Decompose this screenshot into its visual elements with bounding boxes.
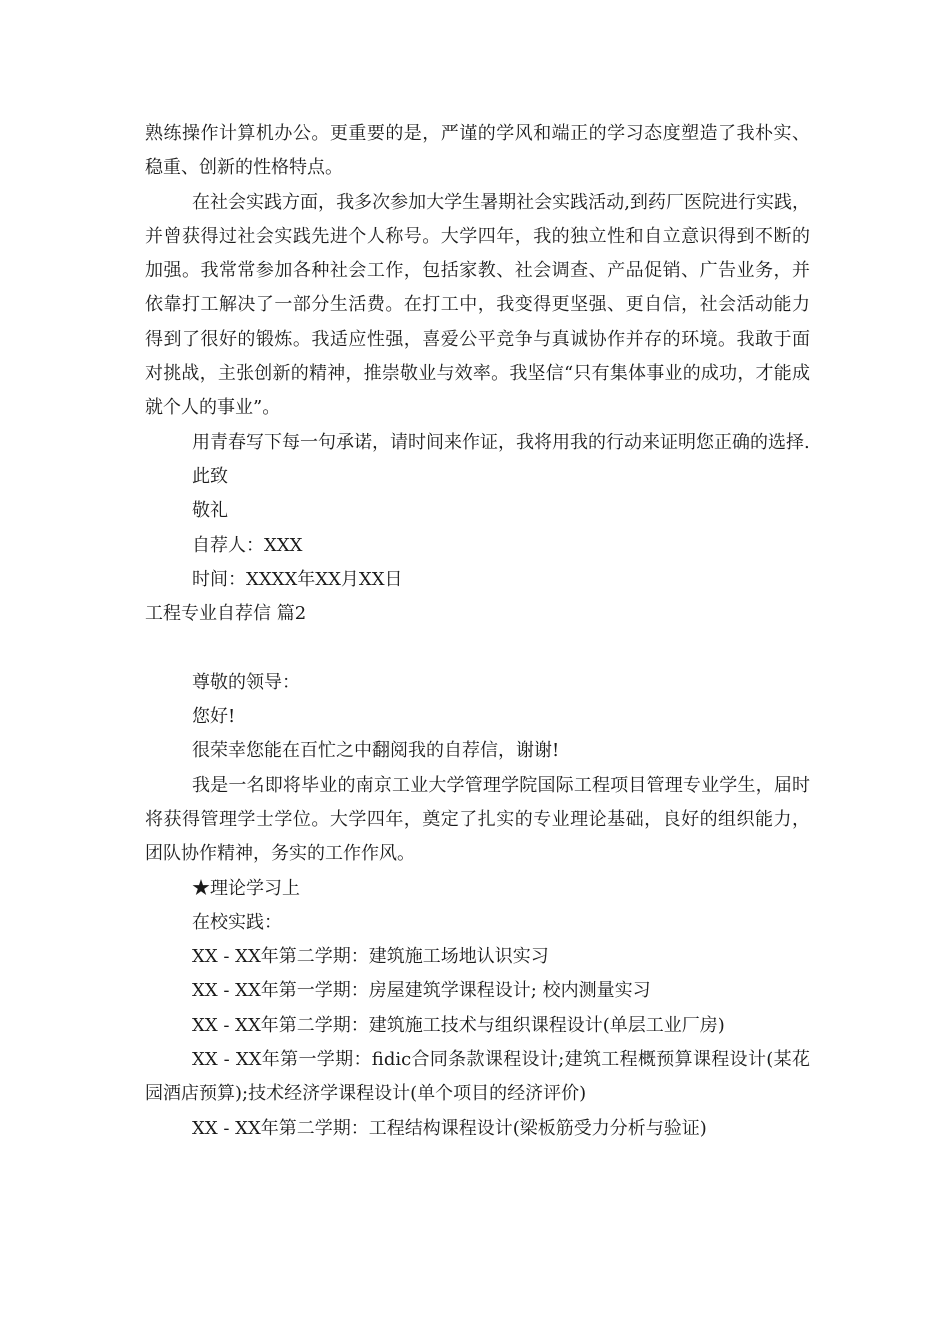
practice-item: XX - XX年第一学期：房屋建筑学课程设计; 校内测量实习 <box>192 980 651 1002</box>
greeting-hello: 您好! <box>192 706 236 728</box>
paragraph-social-practice: 在社会实践方面，我多次参加大学生暑期社会实践活动,到药厂医院进行实践，并曾获得过社会实践先进个人称号。大学四年，我的独立性和自立意识得到不断的加强。我常常参加各种社会工作，包括家教、社会调查、产品促销、广告业务，并依靠打工解决了一部分生活费。在打工中，我变得更坚强、更自信，社会活动能力得到了很好的锻炼。我适应性强，喜爱公平竞争与真诚协作并存的环境。我敢于面对挑战，主张创新的精神，推崇敬业与效率。我坚信“只有集体事业的成功，才能成就个人的事业”。 <box>145 191 810 419</box>
paragraph-introduction: 我是一名即将毕业的南京工业大学管理学院国际工程项目管理专业学生，届时将获得管理学士学位。大学四年，奠定了扎实的专业理论基础，良好的组织能力，团队协作精神，务实的工作作风。 <box>145 774 810 865</box>
closing-salutation: 此致 <box>192 465 228 487</box>
document-body <box>145 117 810 1146</box>
signature-name: 自荐人：XXX <box>192 534 303 556</box>
greeting-recipient: 尊敬的领导： <box>192 671 300 693</box>
paragraph-computer-skills: 熟练操作计算机办公。更重要的是，严谨的学风和端正的学习态度塑造了我朴实、稳重、创新的性格特点。 <box>145 123 810 179</box>
practice-item: XX - XX年第二学期：工程结构课程设计(梁板筋受力分析与验证) <box>192 1117 707 1139</box>
heading-school-practice: 在校实践： <box>192 911 282 933</box>
practice-item: XX - XX年第一学期：fidic合同条款课程设计;建筑工程概预算课程设计(某花园酒店预算);技术经济学课程设计(单个项目的经济评价) <box>145 1049 810 1105</box>
signature-date: 时间：XXXX年XX月XX日 <box>192 568 403 590</box>
section-title: 工程专业自荐信 篇2 <box>145 603 307 625</box>
blank-line <box>145 631 810 665</box>
paragraph-promise: 用青春写下每一句承诺，请时间来作证，我将用我的行动来证明您正确的选择. <box>192 431 810 453</box>
closing-regards: 敬礼 <box>192 500 228 522</box>
practice-item: XX - XX年第二学期：建筑施工场地认识实习 <box>192 946 549 968</box>
paragraph-thanks: 很荣幸您能在百忙之中翻阅我的自荐信，谢谢! <box>192 740 560 762</box>
practice-item: XX - XX年第二学期：建筑施工技术与组织课程设计(单层工业厂房) <box>192 1014 725 1036</box>
heading-theory-study: ★理论学习上 <box>192 877 300 899</box>
